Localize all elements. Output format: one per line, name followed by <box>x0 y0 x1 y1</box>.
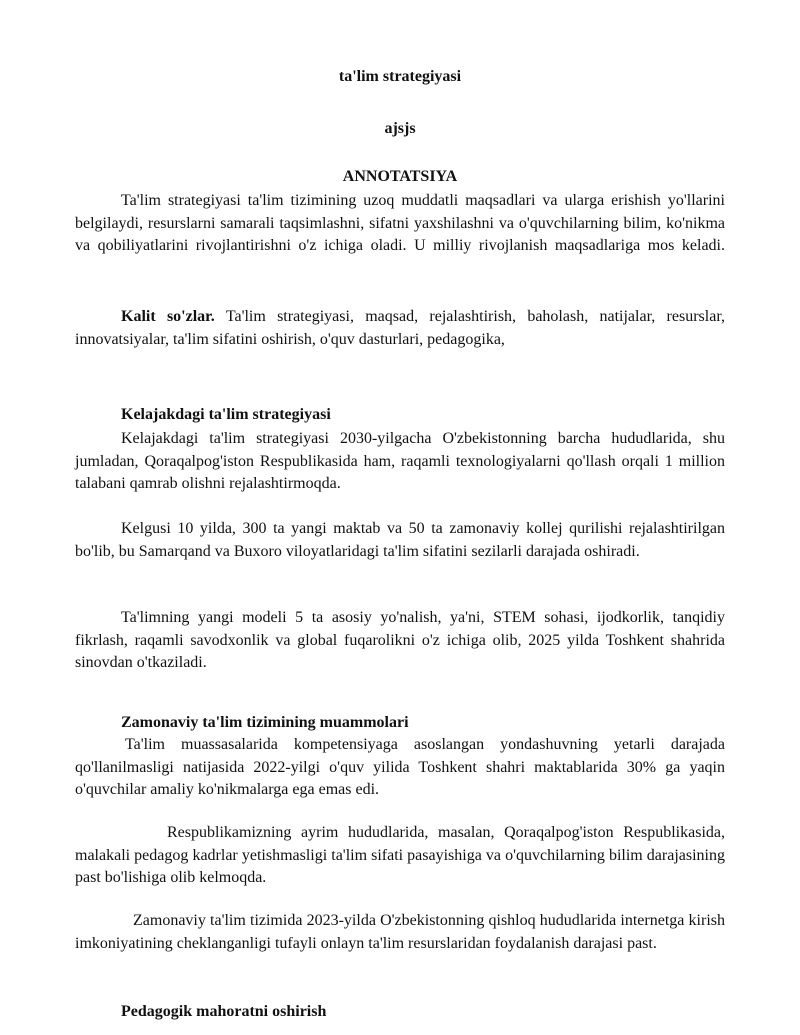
annotation-block <box>75 190 725 258</box>
section-heading-pedagogical-skills: Pedagogik mahoratni oshirish <box>121 1003 327 1020</box>
section1-paragraph-2-block <box>75 518 725 563</box>
section2-paragraph-3: Zamonaviy ta'lim tizimida 2023-yilda O'zbekistonning qishloq hududlarida internetga kirish imkoniyatining cheklanganligi tufayli onlayn ta'lim resurslaridan foydalanish darajasi past. <box>75 912 725 952</box>
document-author: ajsjs <box>384 120 416 137</box>
section2-paragraph-3-block <box>75 910 725 955</box>
section1-paragraph-2: Kelgusi 10 yilda, 300 ta yangi maktab va 50 ta zamonaviy kollej qurilishi rejalashtirilgan bo'lib, bu Samarqand va Buxoro viloyatlaridagi ta'lim sifatini sezilarli darajada oshiradi. <box>75 520 725 560</box>
annotation-paragraph: Ta'lim strategiyasi ta'lim tizimining uzoq muddatli maqsadlari va ularga erishish yo'llarini belgilaydi, resurslarni samarali taqsimlashni, sifatni yaxshilashni va o'quvchilarning bilim, ko'nikma va qobiliyatlarini rivojlantirishni o'z ichiga oladi. U milliy rivojlanish maqsadlariga mos keladi. <box>75 192 725 254</box>
section2-paragraph-2-block <box>75 822 725 890</box>
section1-paragraph-1: Kelajakdagi ta'lim strategiyasi 2030-yilgacha O'zbekistonning barcha hududlarida, shu jumladan, Qoraqalpog'iston Respublikasida ham, raqamli texnologiyalarni qo'llash orqali 1 million talabani qamrab olishni rejalashtirmoqda. <box>75 430 725 492</box>
keywords-block <box>75 306 725 351</box>
section2-paragraph-1-block <box>75 734 725 802</box>
annotation-heading: ANNOTATSIYA <box>342 168 458 185</box>
section2-paragraph-1: Ta'lim muassasalarida kompetensiyaga asoslangan yondashuvning yetarli darajada qo'llanilmasligi natijasida 2022-yilgi o'quv yilida Toshkent shahri maktablarida 30% ga yaqin o'quvchilar amaliy ko'nikmalarga ega emas edi. <box>75 736 725 798</box>
section-heading-future-strategy: Kelajakdagi ta'lim strategiyasi <box>121 406 331 423</box>
section1-paragraph-1-block <box>75 428 725 496</box>
section1-paragraph-3: Ta'limning yangi modeli 5 ta asosiy yo'nalish, ya'ni, STEM sohasi, ijodkorlik, tanqidiy fikrlash, raqamli savodxonlik va global fuqarolikni o'z ichiga olib, 2025 yilda Toshkent shahrida sinovdan o'tkaziladi. <box>75 609 725 671</box>
keywords-text: Ta'lim strategiyasi, maqsad, rejalashtirish, baholash, natijalar, resurslar, innovatsiyalar, ta'lim sifatini oshirish, o'quv dasturlari, pedagogika, <box>75 308 725 348</box>
document-title: ta'lim strategiyasi <box>338 68 462 85</box>
keywords-paragraph <box>75 306 725 351</box>
section2-paragraph-2: Respublikamizning ayrim hududlarida, masalan, Qoraqalpog'iston Respublikasida, malakali pedagog kadrlar yetishmasligi ta'lim sifati pasayishiga va o'quvchilarning bilim darajasining past bo'lishiga olib kelmoqda. <box>75 824 725 886</box>
section-heading-modern-problems: Zamonaviy ta'lim tizimining muammolari <box>121 714 409 731</box>
section1-paragraph-3-block <box>75 607 725 675</box>
keywords-label: Kalit so'zlar. <box>121 308 215 325</box>
